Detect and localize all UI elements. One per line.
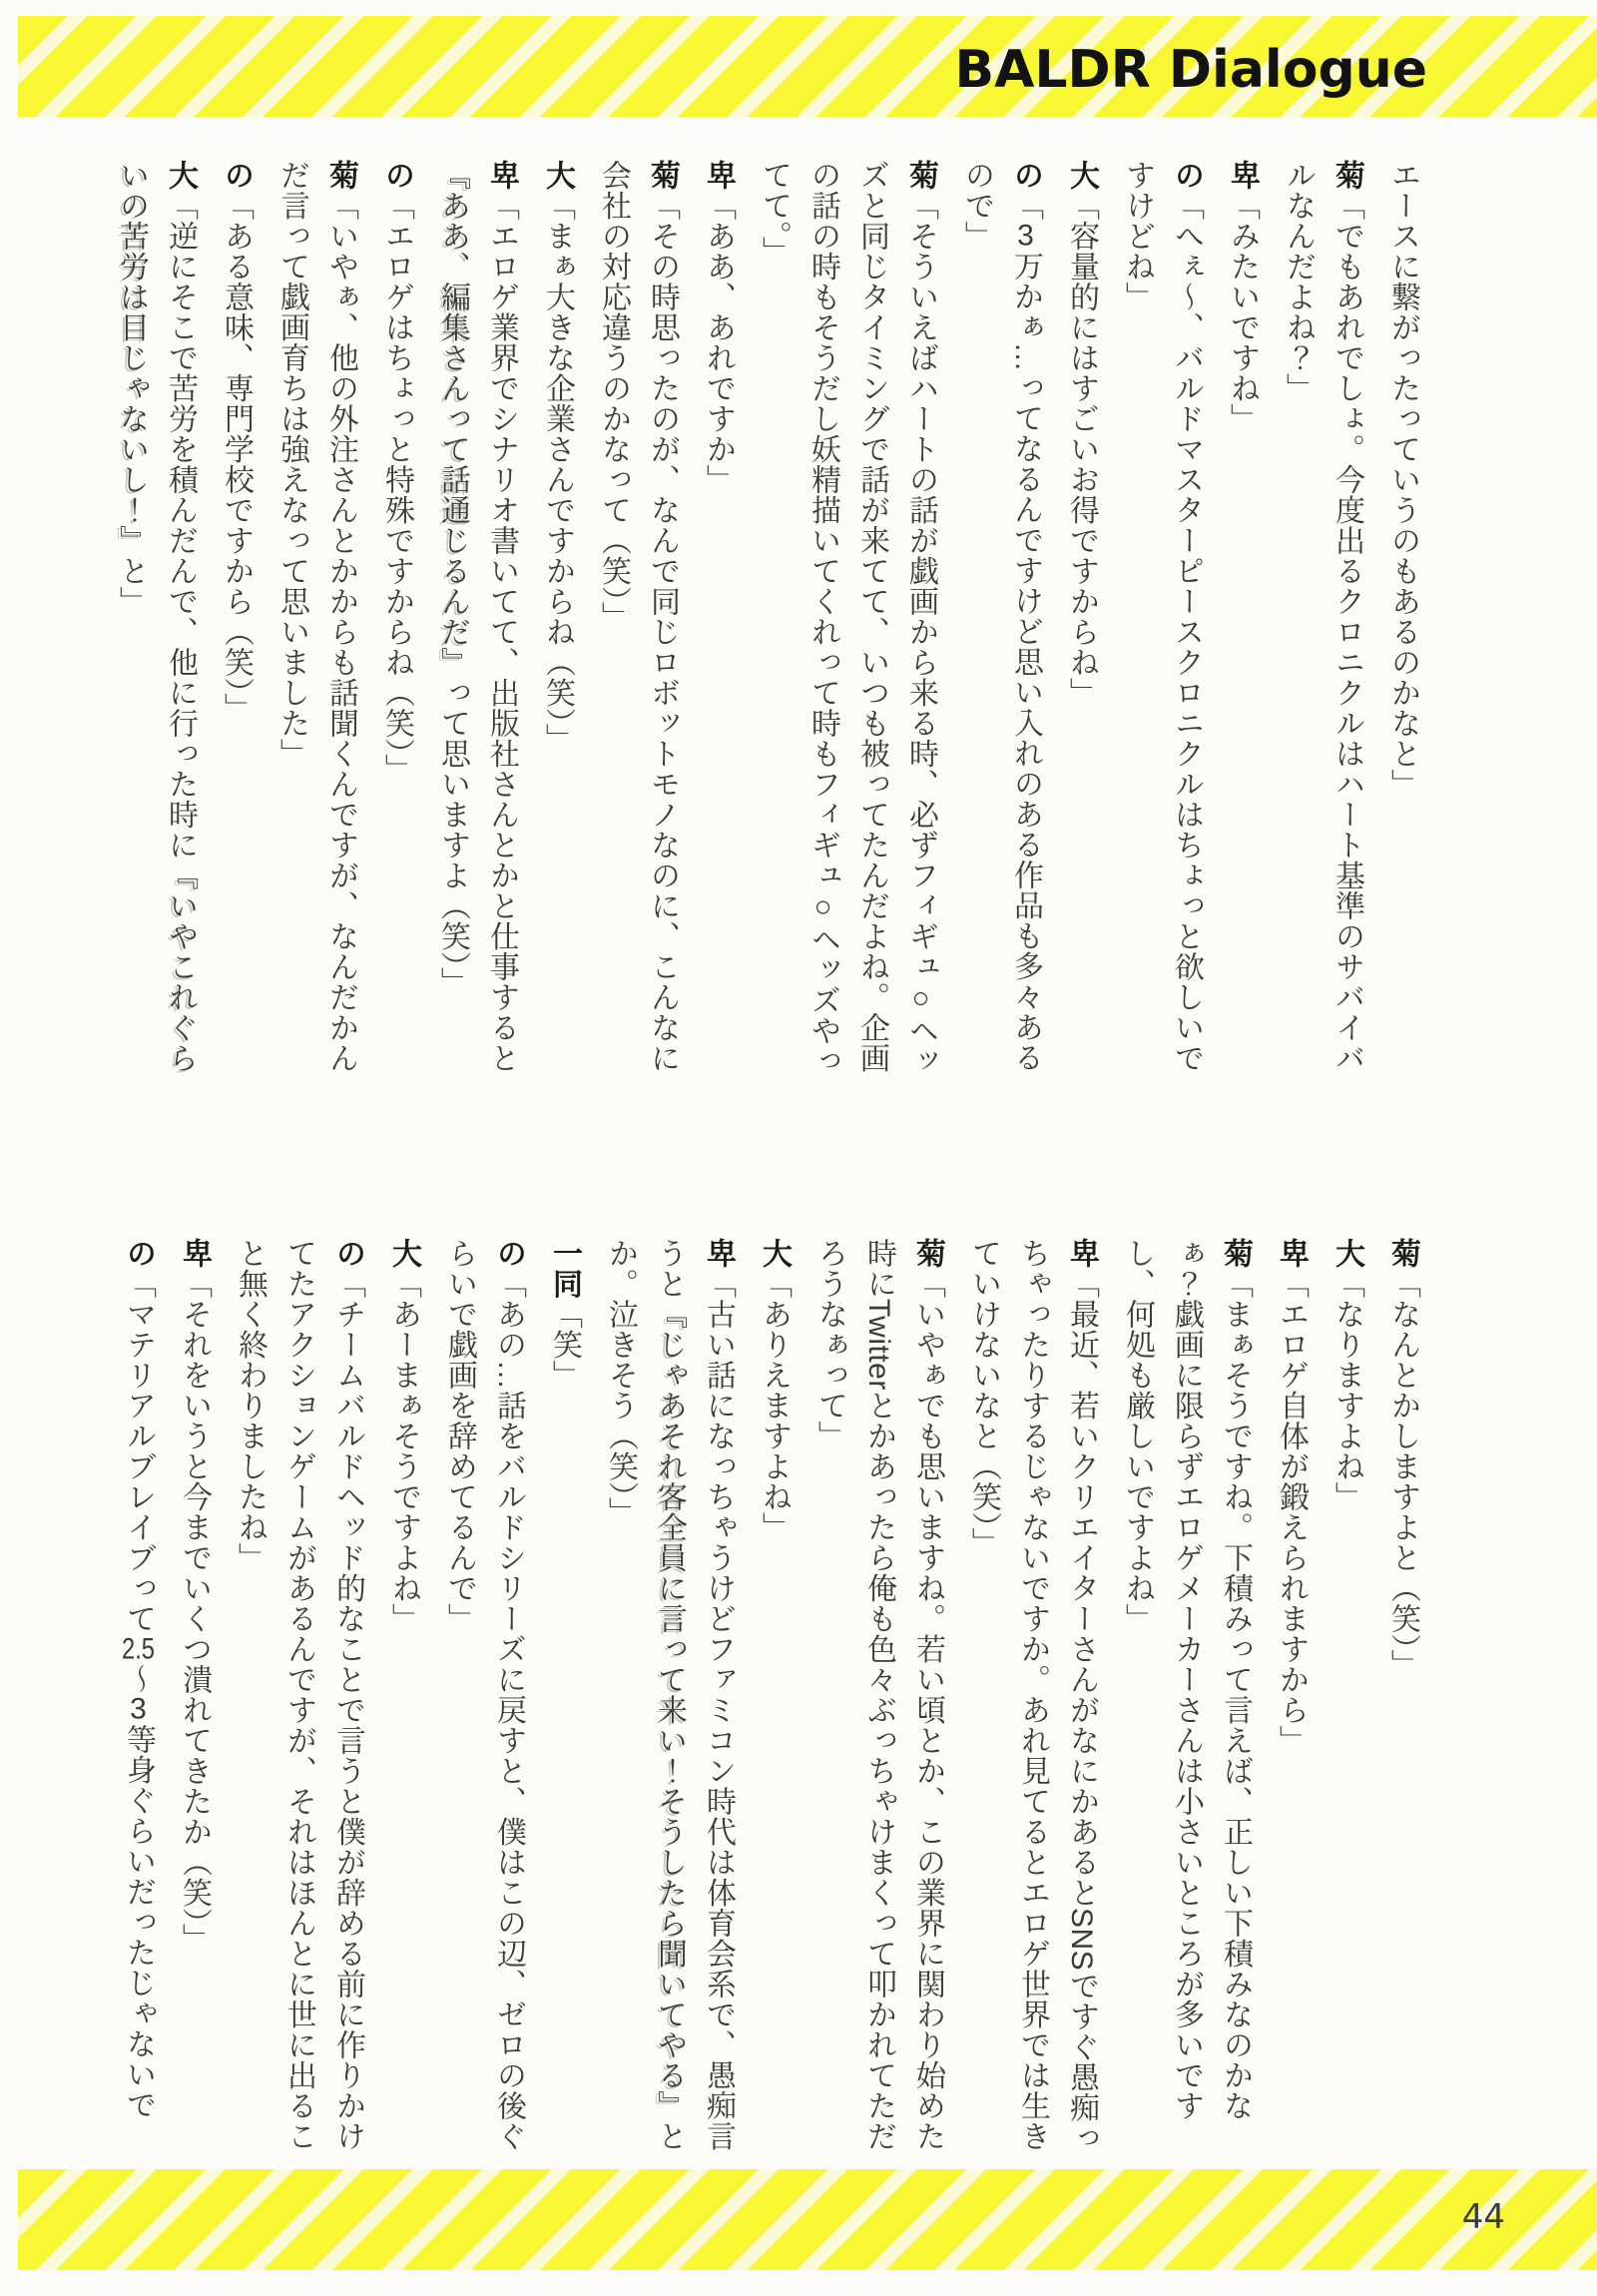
- dialogue-paragraph: [952, 160, 1050, 1086]
- speaker-label: 大: [1331, 1238, 1363, 1269]
- dialogue-block-top: [107, 160, 1427, 1086]
- speaker-label: 菊: [904, 160, 937, 191]
- speaker-label: 卑: [702, 160, 735, 191]
- dialogue-paragraph: [1378, 160, 1427, 1086]
- dialogue-text: 万かぁ…ってなるんですけど思い入れのある作品も多々あるので」: [960, 160, 1042, 1073]
- speaker-label: 一同: [548, 1238, 581, 1299]
- dialogue-paragraph: [1323, 1238, 1371, 2164]
- dialogue-text: 「その時思ったのが、なんで同じロボットモノなのに、こんなに会社の対応違うのかなって（笑）」: [597, 160, 679, 1073]
- dialogue-paragraph: [1218, 160, 1267, 1086]
- dialogue-paragraph: [1267, 1238, 1316, 2164]
- dialogue-paragraph: [805, 1238, 952, 2164]
- dialogue-text: 「マテリアルブレイブって: [122, 1268, 155, 1634]
- speaker-label: 菊: [911, 1238, 944, 1269]
- dialogue-paragraph: [170, 1238, 219, 2164]
- dialogue-paragraph: [1113, 1238, 1260, 2164]
- dialogue-text: 「それをいうと今までいくつ潰れてきたか（笑）」: [178, 1268, 211, 1954]
- emphasized-quote: 『いやこれぐらいの苦労は目じゃないし！』: [115, 160, 197, 1073]
- dialogue-paragraph: [212, 160, 261, 1086]
- dialogue-text: 「エロゲはちょっと特殊ですからね（笑）」: [380, 190, 413, 785]
- dialogue-paragraph: [533, 160, 582, 1086]
- speaker-label: 卑: [485, 160, 518, 191]
- dialogue-text: 「チームバルドヘッド的なことで言うと僕が辞める前に作りかけてたアクションゲームがあるんですが、それはほんとに世に出ること無く終わりましたね」: [234, 1238, 364, 2151]
- dialogue-paragraph: [596, 1238, 743, 2164]
- dialogue-text: 3: [1017, 221, 1034, 251]
- dialogue-text: 「みたいですね」: [1226, 190, 1259, 434]
- top-stripe-banner: [18, 16, 1597, 117]
- speaker-label: 卑: [702, 1238, 735, 1269]
- speaker-label: の: [122, 1238, 155, 1269]
- speaker-label: 卑: [1065, 1238, 1098, 1269]
- speaker-label: の: [492, 1238, 525, 1269]
- bottom-stripe-banner: [18, 2169, 1597, 2270]
- emphasized-quote: 『ああ、編集さんって話通じるんだ』: [436, 160, 469, 678]
- speaker-label: 大: [387, 1238, 420, 1269]
- dialogue-text: 「ある意味、専門学校ですから（笑）」: [220, 190, 253, 724]
- dialogue-paragraph: [428, 160, 526, 1086]
- dialogue-text: ～: [122, 1663, 155, 1694]
- speaker-label: 菊: [1386, 1238, 1419, 1269]
- dialogue-paragraph: [372, 160, 421, 1086]
- speaker-label: 大: [164, 160, 197, 191]
- speaker-label: 大: [1065, 160, 1098, 191]
- dialogue-text: 「でもあれでしょ。今度出るクロニクルはハート基準のサバイバルなんだよね？」: [1282, 160, 1363, 1073]
- dialogue-text: 「ああ、あれですか」: [702, 190, 735, 495]
- dialogue-text: 「エロゲ自体が鍛えられますから」: [1275, 1268, 1308, 1756]
- dialogue-paragraph: [114, 1238, 163, 2164]
- dialogue-text: 「あの…話をバルドシリーズに戻すと、僕はこの辺、ゼロの後ぐらいで戯画を辞めてるんで」: [443, 1238, 525, 2151]
- dialogue-paragraph: [694, 160, 743, 1086]
- dialogue-text: 「容量的にはすごいお得ですからね」: [1065, 190, 1098, 708]
- dialogue-text: とか。泣きそう（笑）」: [604, 1238, 686, 2151]
- page-title: BALDR Dialogue: [954, 40, 1427, 100]
- dialogue-paragraph: [107, 160, 205, 1086]
- dialogue-paragraph: [226, 1238, 372, 2164]
- dialogue-text: 「笑」: [548, 1299, 581, 1391]
- dialogue-text: 「ありえますよね」: [758, 1268, 791, 1542]
- speaker-label: の: [220, 160, 253, 191]
- dialogue-block-bottom: [114, 1238, 1427, 2164]
- dialogue-paragraph: [959, 1238, 1106, 2164]
- speaker-label: 大: [541, 160, 574, 191]
- speaker-label: 卑: [1226, 160, 1259, 191]
- dialogue-text: 「なりますよね」: [1331, 1268, 1363, 1512]
- dialogue-text: 「なんとかしますよと（笑）」: [1386, 1268, 1419, 1680]
- speaker-label: 菊: [324, 160, 357, 191]
- speaker-label: 菊: [646, 160, 679, 191]
- dialogue-text: 3: [130, 1694, 147, 1724]
- dialogue-paragraph: [750, 1238, 798, 2164]
- page-number: 44: [1461, 2197, 1505, 2237]
- dialogue-paragraph: [267, 160, 365, 1086]
- dialogue-paragraph: [1378, 1238, 1427, 2164]
- dialogue-paragraph: [540, 1238, 589, 2164]
- dialogue-text: 「あーまぁそうですよね」: [387, 1268, 420, 1634]
- speaker-label: の: [331, 1238, 364, 1269]
- speaker-label: 大: [758, 1238, 791, 1269]
- dialogue-text: 「エロゲ業界でシナリオ書いてて、出版社さんとかと仕事すると: [485, 190, 518, 1073]
- dialogue-text: 「へぇ～、バルドマスターピースクロニクルはちょっと欲しいですけどね」: [1121, 160, 1203, 1073]
- dialogue-text: って思いますよ（笑）」: [436, 677, 469, 997]
- dialogue-text: 2.5: [122, 1633, 155, 1664]
- dialogue-text: 「古い話になっちゃうけどファミコン時代は体育会系で、愚痴言うと: [653, 1238, 735, 2151]
- dialogue-text: 「まぁそうですね。下積みって言えば、正しい下積みなのかなぁ？戯画に限らずエロゲメーカーさんは小さいところが多いですし、何処も厳しいですよね」: [1121, 1238, 1252, 2121]
- speaker-label: 卑: [1275, 1238, 1308, 1269]
- dialogue-paragraph: [435, 1238, 533, 2164]
- speaker-label: 卑: [178, 1238, 211, 1269]
- dialogue-text: 「最近、若いクリエイターさんがなにかあるとSNSですぐ愚痴っちゃったりするじゃないですか。あれ見てるとエロゲ世界では生きていけないなと（笑）」: [967, 1238, 1098, 2154]
- dialogue-paragraph: [589, 160, 687, 1086]
- speaker-label: の: [1009, 160, 1042, 191]
- dialogue-paragraph: [1113, 160, 1211, 1086]
- dialogue-text: 「そういえばハートの話が戯画から来る時、必ずフィギュ○ヘッズと同じタイミングで話が来てて、いつも被ってたんだよね。企画の話の時もそうだし妖精描いてくれって時もフィギュ○ヘッズやってて。」: [758, 160, 937, 1076]
- dialogue-text: 「いやぁ、他の外注さんとかからも話聞くんですが、なんだかんだ言って戯画育ちは強えなって思いました」: [275, 160, 357, 1073]
- dialogue-paragraph: [379, 1238, 428, 2164]
- dialogue-text: 「: [1009, 190, 1042, 221]
- dialogue-text: 「いやぁでも思いますね。若い頃とか、この業界に関わり始めた時にTwitterとかあったら俺も色々ぶっちゃけまくって叩かれてただろうなぁって」: [813, 1238, 944, 2152]
- dialogue-paragraph: [1057, 160, 1106, 1086]
- dialogue-text: 「逆にそこで苦労を積んだんで、他に行った時に: [164, 190, 197, 861]
- dialogue-text: と」: [115, 555, 148, 617]
- speaker-label: の: [380, 160, 413, 191]
- dialogue-text: エースに繋がったっていうのもあるのかなと」: [1386, 160, 1419, 800]
- speaker-label: 菊: [1219, 1238, 1252, 1269]
- dialogue-text: 「まぁ大きな企業さんですからね（笑）」: [541, 190, 574, 754]
- dialogue-paragraph: [1274, 160, 1371, 1086]
- speaker-label: の: [1170, 160, 1203, 191]
- speaker-label: 菊: [1331, 160, 1363, 191]
- dialogue-paragraph: [750, 160, 945, 1086]
- dialogue-text: 等身ぐらいだったじゃないで: [122, 1724, 155, 2120]
- emphasized-quote: 『じゃあそれ客全員に言って来い！そうしたら聞いてやる』: [653, 1299, 686, 2121]
